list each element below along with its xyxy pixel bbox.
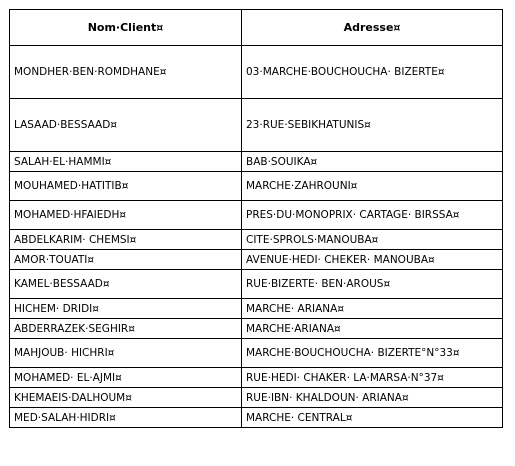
table-body <box>10 46 503 428</box>
table-row <box>10 99 503 152</box>
cell-adresse: 23·RUE·SEBIKHATUNIS¤ <box>242 99 503 152</box>
cell-adresse: MARCHE·ZAHROUNI¤ <box>242 172 503 201</box>
header-nom-client: Nom·Client¤ <box>10 10 242 46</box>
cell-nom-client: MONDHER·BEN·ROMDHANE¤ <box>10 46 242 99</box>
cell-nom-client: SALAH·EL·HAMMI¤ <box>10 152 242 172</box>
client-address-table-container <box>9 9 502 428</box>
table-row <box>10 299 503 319</box>
header-adresse: Adresse¤ <box>242 10 503 46</box>
cell-adresse: RUE·BIZERTE· BEN·AROUS¤ <box>242 270 503 299</box>
table-row <box>10 319 503 339</box>
cell-adresse: AVENUE·HEDI· CHEKER· MANOUBA¤ <box>242 250 503 270</box>
table-row <box>10 270 503 299</box>
cell-adresse: MARCHE·ARIANA¤ <box>242 319 503 339</box>
cell-nom-client: MOHAMED·HFAIEDH¤ <box>10 201 242 230</box>
cell-nom-client: LASAAD·BESSAAD¤ <box>10 99 242 152</box>
cell-adresse: PRES·DU·MONOPRIX· CARTAGE· BIRSSA¤ <box>242 201 503 230</box>
cell-adresse: MARCHE· ARIANA¤ <box>242 299 503 319</box>
cell-nom-client: ABDELKARIM· CHEMSI¤ <box>10 230 242 250</box>
cell-nom-client: ABDERRAZEK·SEGHIR¤ <box>10 319 242 339</box>
cell-adresse: RUE·HEDI· CHAKER· LA·MARSA·N°37¤ <box>242 368 503 388</box>
table-row <box>10 388 503 408</box>
client-address-table <box>9 9 503 428</box>
cell-nom-client: MAHJOUB· HICHRI¤ <box>10 339 242 368</box>
cell-adresse: RUE·IBN· KHALDOUN· ARIANA¤ <box>242 388 503 408</box>
table-row <box>10 408 503 428</box>
cell-adresse: MARCHE·BOUCHOUCHA· BIZERTE°N°33¤ <box>242 339 503 368</box>
cell-nom-client: MOUHAMED·HATITIB¤ <box>10 172 242 201</box>
cell-adresse: BAB·SOUIKA¤ <box>242 152 503 172</box>
table-row <box>10 339 503 368</box>
cell-nom-client: AMOR·TOUATI¤ <box>10 250 242 270</box>
cell-nom-client: KHEMAEIS·DALHOUM¤ <box>10 388 242 408</box>
table-row <box>10 201 503 230</box>
cell-nom-client: MED·SALAH·HIDRI¤ <box>10 408 242 428</box>
table-header-row <box>10 10 503 46</box>
table-row <box>10 250 503 270</box>
cell-nom-client: KAMEL·BESSAAD¤ <box>10 270 242 299</box>
cell-nom-client: MOHAMED· EL·AJMI¤ <box>10 368 242 388</box>
table-row <box>10 368 503 388</box>
cell-adresse: CITE·SPROLS·MANOUBA¤ <box>242 230 503 250</box>
cell-adresse: MARCHE· CENTRAL¤ <box>242 408 503 428</box>
table-row <box>10 152 503 172</box>
table-row <box>10 46 503 99</box>
table-row <box>10 230 503 250</box>
cell-nom-client: HICHEM· DRIDI¤ <box>10 299 242 319</box>
table-row <box>10 172 503 201</box>
cell-adresse: 03·MARCHE·BOUCHOUCHA· BIZERTE¤ <box>242 46 503 99</box>
